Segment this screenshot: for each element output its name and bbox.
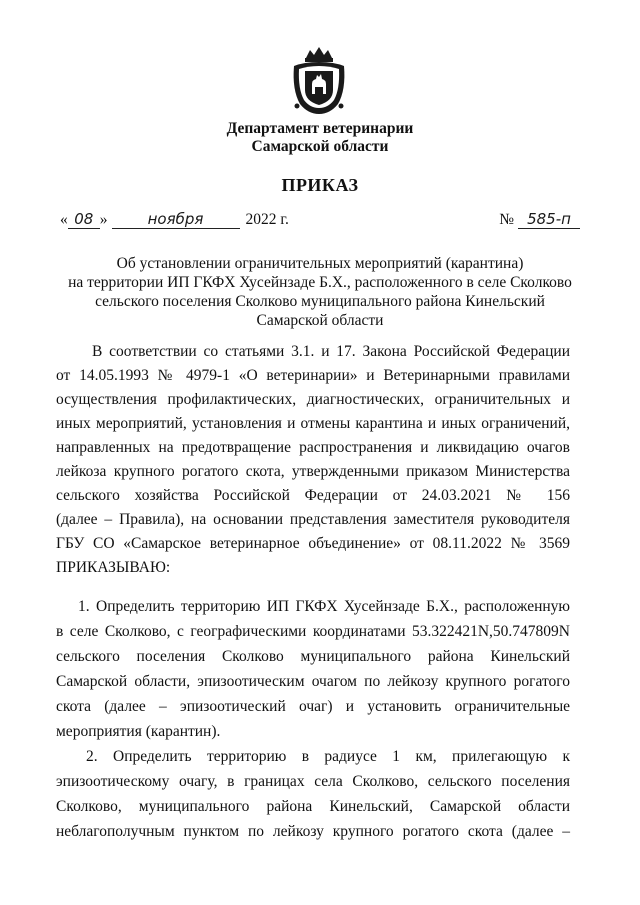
department-line-1: Департамент ветеринарии <box>226 120 414 137</box>
text-line: В соответствии со статьями 3.1. и 17. Закона Российской Федерации <box>92 343 570 360</box>
text-line: осуществления профилактических, диагностических, ограничительных и <box>56 391 570 408</box>
text-line: направленных на предотвращение распространения и ликвидацию очагов <box>56 439 570 456</box>
order-date <box>60 210 289 229</box>
text-line: сельского хозяйства Российской Федерации от 24.03.2021 № 156 <box>56 487 570 504</box>
text-line: 2. Определить территорию в радиусе 1 км, прилегающую к <box>86 748 570 765</box>
order-number <box>499 210 580 229</box>
order-directive: ПРИКАЗЫВАЮ: <box>56 559 171 576</box>
text-line: лейкоза крупного рогатого скота, утвержденными приказом Министерства <box>56 463 570 480</box>
preamble-paragraph <box>56 340 570 580</box>
date-number-row <box>60 210 580 234</box>
text-line: неблагополучным пунктом по лейкозу крупного рогатого скота (далее – <box>56 823 570 840</box>
text-line: сельского поселения Сколково муниципального района Кинельский <box>56 648 570 665</box>
date-close-quote: » <box>99 211 108 228</box>
text-line: от 14.05.1993 № 4979-1 «О ветеринарии» и Ветеринарными правилами <box>56 367 570 384</box>
subject-line: на территории ИП ГКФХ Хусейнзаде Б.Х., расположенного в селе Сколково <box>68 274 572 291</box>
number-label: № <box>499 211 514 228</box>
text-line: Самарской области, эпизоотическим очагом по лейкозу крупного рогатого <box>56 673 570 690</box>
date-month: ноября <box>112 210 240 229</box>
coat-of-arms-icon <box>290 44 348 116</box>
text-line: иных мероприятий, установления и отмены карантина и иных ограничений, <box>56 415 570 432</box>
number-value: 585-п <box>518 210 580 229</box>
text-line: скота (далее – эпизоотический очаг) и установить ограничительные <box>56 698 570 715</box>
subject-line: сельского поселения Сколково муниципального района Кинельский <box>95 293 545 310</box>
text-line: 1. Определить территорию ИП ГКФХ Хусейнзаде Б.Х., расположенную <box>78 598 570 615</box>
date-year: 2022 г. <box>245 211 289 228</box>
document-title: ПРИКАЗ <box>281 175 359 195</box>
subject-line: Самарской области <box>256 312 384 329</box>
text-line: ГБУ СО «Самарское ветеринарное объединение» от 08.11.2022 № 3569 <box>56 535 570 552</box>
department-name <box>0 120 640 156</box>
text-line: мероприятия (карантин). <box>56 723 221 740</box>
date-open-quote: « <box>60 211 68 228</box>
text-line: (далее – Правила), на основании представления заместителя руководителя <box>56 511 570 528</box>
item-2-paragraph <box>56 745 570 845</box>
text-line: эпизоотическому очагу, в границах села Сколково, сельского поселения <box>56 773 570 790</box>
item-1-paragraph <box>56 595 570 745</box>
text-line: в селе Сколково, с географическими координатами 53.322421N,50.747809N <box>56 623 570 640</box>
text-line: Сколково, муниципального района Кинельский, Самарской области <box>56 798 570 815</box>
date-day: 08 <box>68 210 100 229</box>
subject-line: Об установлении ограничительных мероприятий (карантина) <box>116 255 524 272</box>
department-line-2: Самарской области <box>251 138 389 155</box>
order-subject <box>60 254 580 330</box>
